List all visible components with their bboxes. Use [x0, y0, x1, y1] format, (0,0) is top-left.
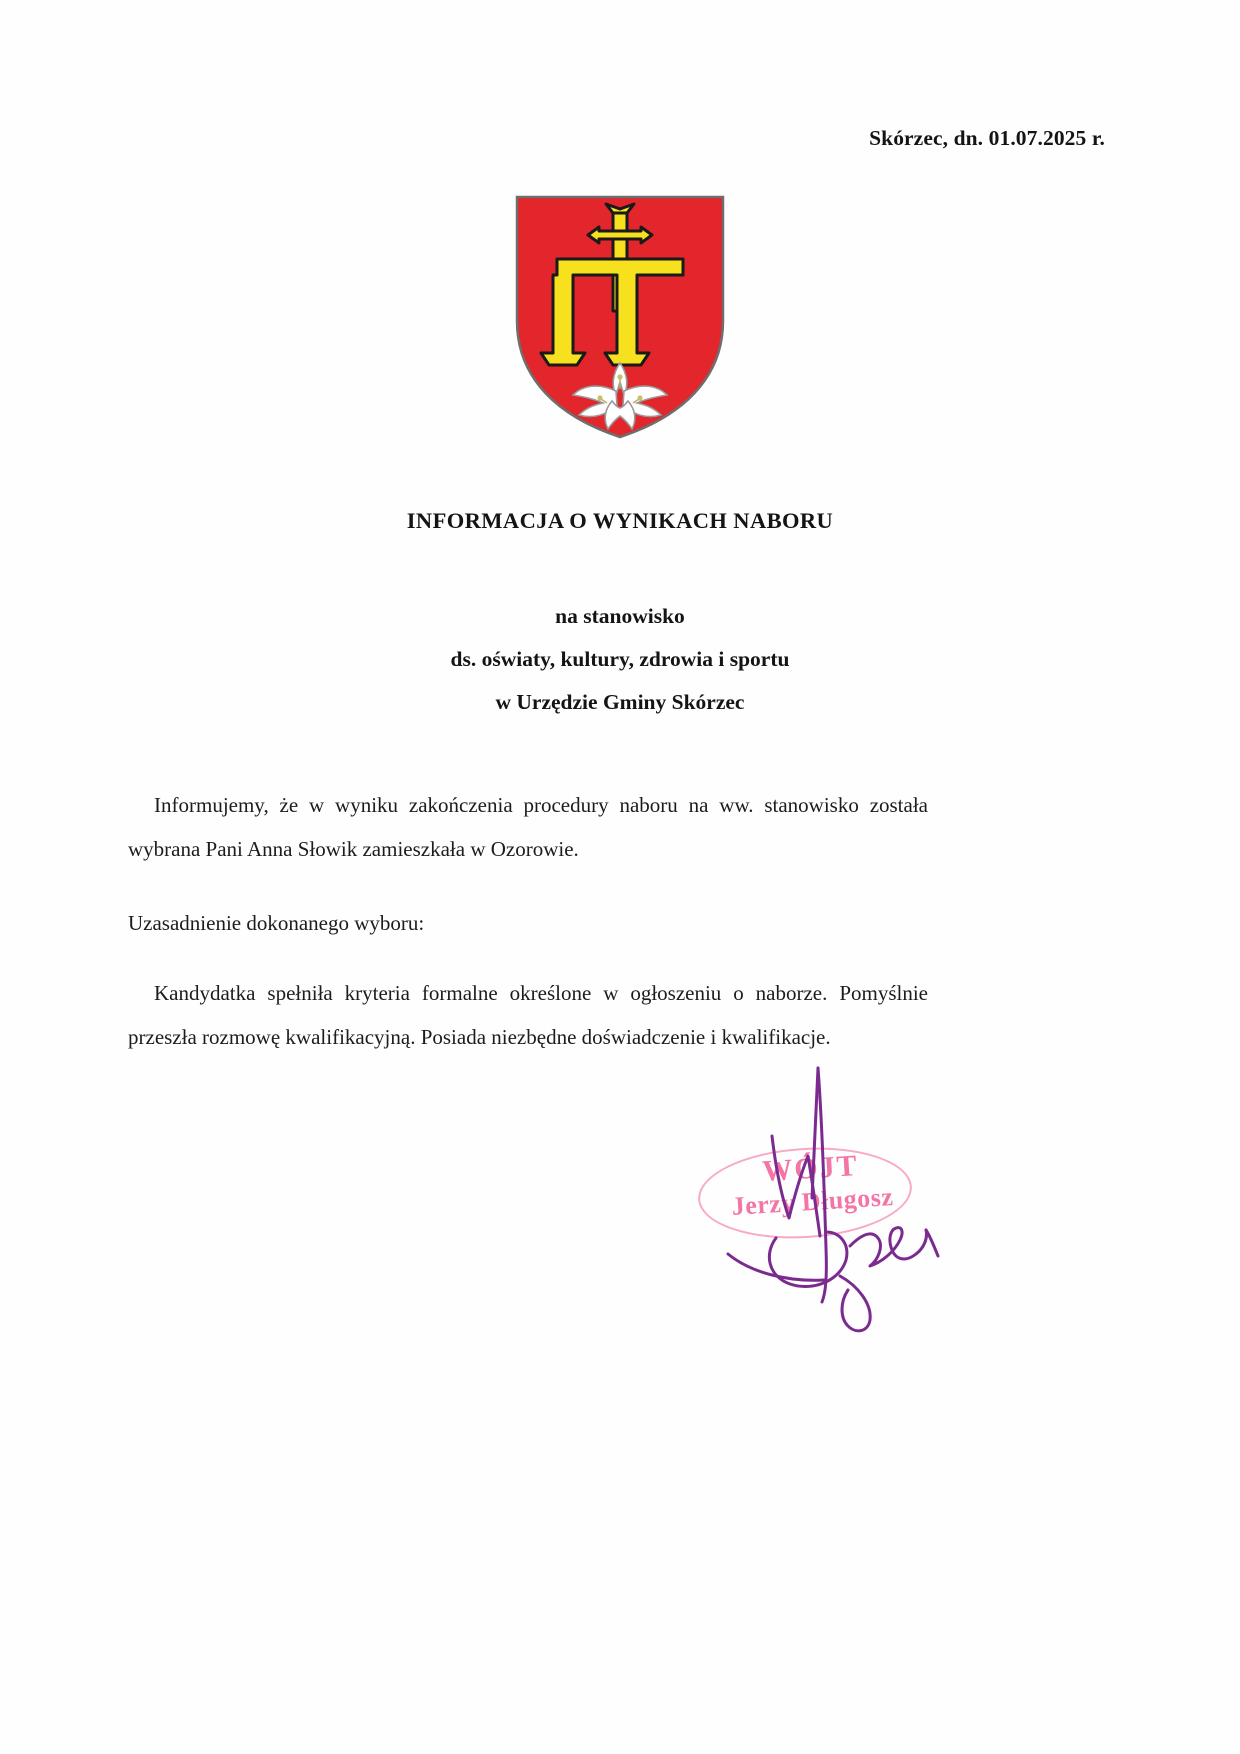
subtitle-line-3: w Urzędzie Gminy Skórzec [495, 690, 745, 714]
handwritten-signature [690, 1040, 990, 1340]
coat-of-arms-container [0, 193, 1240, 441]
paragraph-text: Informujemy, że w wyniku zakończenia procedury naboru na ww. stanowisko została wybrana Pani Anna Słowik zamieszkała w Ozorowie. [128, 793, 928, 861]
signature-area [690, 1040, 990, 1340]
coat-of-arms-icon [513, 193, 727, 441]
stamp-title: WÓJT [761, 1149, 860, 1188]
stamp-name: Jerzy Długosz [730, 1182, 895, 1221]
paragraph-text: Uzasadnienie dokonanego wyboru: [128, 911, 425, 935]
date-line: Skórzec, dn. 01.07.2025 r. [869, 126, 1105, 150]
page-title: INFORMACJA O WYNIKACH NABORU [406, 508, 834, 533]
subtitle-block [0, 595, 1240, 724]
subtitle-line-1: na stanowisko [555, 604, 685, 628]
body-paragraph-result [128, 762, 928, 892]
paragraph-text: Kandydatka spełniła kryteria formalne określone w ogłoszeniu o naborze. Pomyślnie przeszła rozmowę kwalifikacyjną. Posiada niezbędne doświadczenie i kwalifikacje. [128, 981, 928, 1049]
subtitle-line-2: ds. oświaty, kultury, zdrowia i sportu [450, 647, 790, 671]
